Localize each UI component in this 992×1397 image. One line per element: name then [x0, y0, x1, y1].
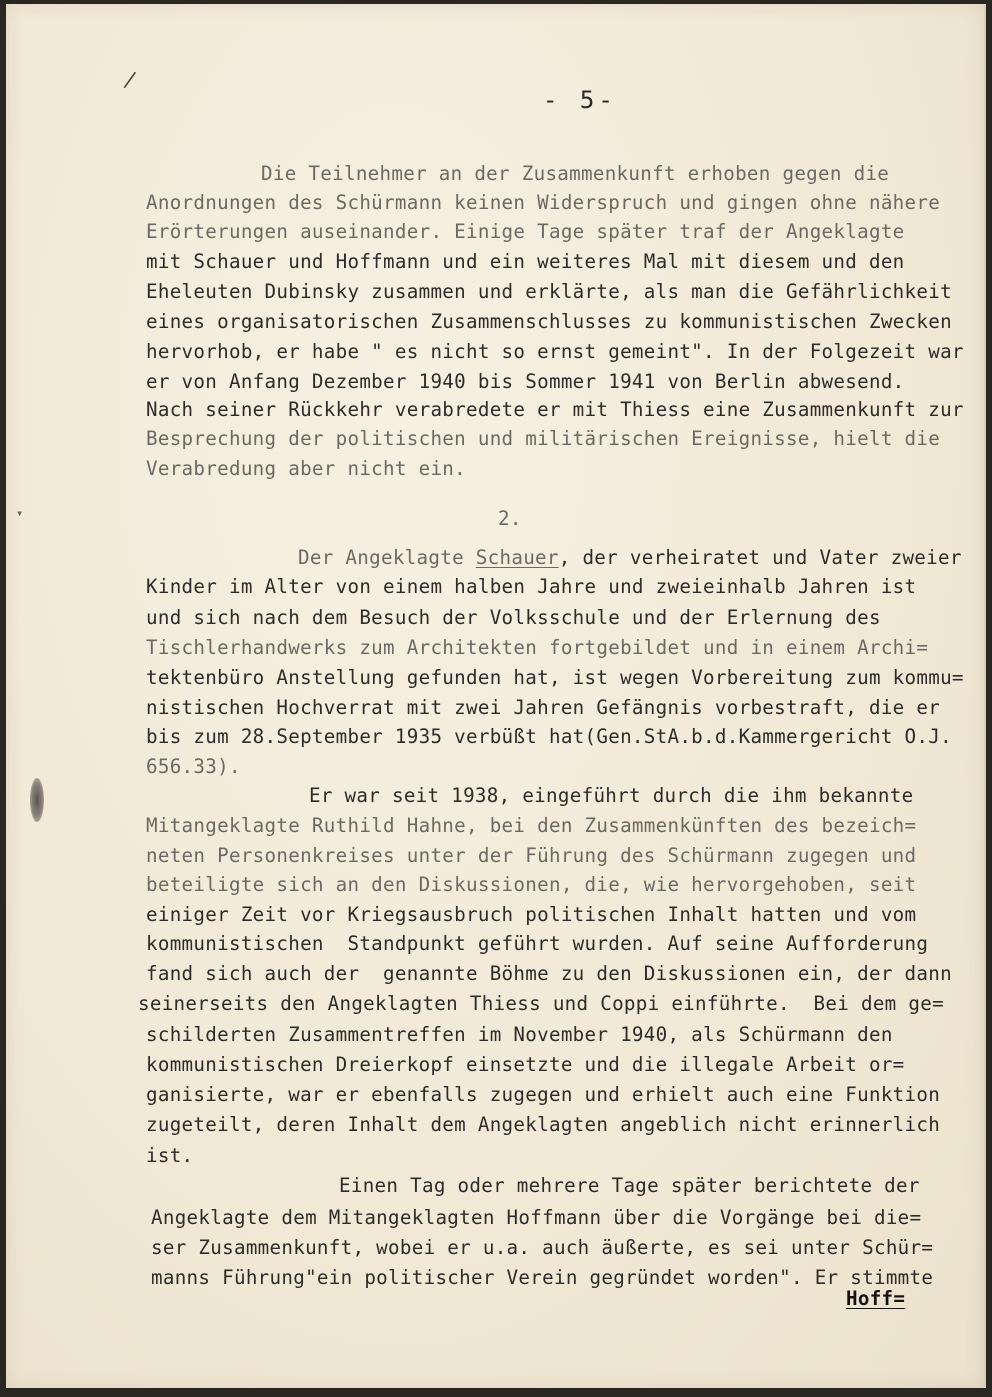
text-line: [138, 994, 944, 1013]
text-line: [146, 222, 905, 241]
line-text: 2.: [498, 507, 522, 530]
text-line: [261, 164, 889, 183]
text-line: [146, 312, 952, 331]
text-line: [146, 1025, 893, 1044]
text-line: [146, 638, 928, 657]
line-text: Einen Tag oder mehrere Tage später berichtete der: [339, 1174, 920, 1197]
line-text: zugeteilt, deren Inhalt dem Angeklagten angeblich nicht erinnerlich: [146, 1113, 941, 1136]
text-line: [146, 608, 881, 627]
line-text: Besprechung der politischen und militärischen Ereignisse, hielt die: [146, 427, 941, 450]
text-line: [146, 1115, 940, 1134]
line-text: Angeklagte dem Mitangeklagten Hoffmann über die Vorgänge bei die=: [151, 1206, 922, 1229]
line-text: schilderten Zusammentreffen im November 1940, als Schürmann den: [146, 1023, 893, 1046]
text-line: [151, 1268, 933, 1287]
line-text: 656.33).: [146, 755, 241, 778]
line-text: manns Führung"ein politischer Verein gegründet worden". Er stimmte: [151, 1266, 934, 1289]
line-text: Der Angeklagte: [298, 546, 476, 569]
text-line: [146, 905, 916, 924]
text-line: [146, 964, 952, 983]
line-text: fand sich auch der genannte Böhme zu den Diskussionen ein, der dann: [146, 962, 952, 985]
underlined-name: Schauer: [475, 546, 559, 569]
line-text: kommunistischen Dreierkopf einsetzte und die illegale Arbeit or=: [146, 1053, 905, 1076]
text-line: [146, 372, 905, 391]
catchword: [846, 1289, 905, 1308]
page-number: - 5-: [543, 86, 617, 114]
line-text: Er war seit 1938, eingeführt durch die ihm bekannte: [309, 784, 914, 807]
text-line: [498, 509, 522, 528]
edge-tick-mark: ▾: [16, 506, 24, 520]
line-text: nistischen Hochverrat mit zwei Jahren Gefängnis vorbestraft, die er: [146, 696, 941, 719]
line-text: kommunistischen Standpunkt geführt wurden. Auf seine Aufforderung: [146, 932, 929, 955]
line-text: er von Anfang Dezember 1940 bis Sommer 1941 von Berlin abwesend.: [146, 370, 905, 393]
text-line: [339, 1176, 920, 1195]
line-text: Tischlerhandwerks zum Architekten fortgebildet und in einem Archi=: [146, 636, 929, 659]
line-text: hervorhob, er habe " es nicht so ernst gemeint". In der Folgezeit war: [146, 340, 964, 363]
text-line: [146, 459, 466, 478]
line-text-continued: , der verheiratet und Vater zweier: [558, 546, 962, 569]
line-text: einiger Zeit vor Kriegsausbruch politischen Inhalt hatten und vom: [146, 903, 917, 926]
line-text: ist.: [146, 1144, 194, 1167]
text-line: [309, 786, 913, 805]
line-text: beteiligte sich an den Diskussionen, die, wie hervorgehoben, seit: [146, 873, 917, 896]
text-line: [146, 1146, 193, 1165]
line-text: tektenbüro Anstellung gefunden hat, ist wegen Vorbereitung zum kommu=: [146, 666, 964, 689]
line-text: Anordnungen des Schürmann keinen Widerspruch und gingen ohne nähere: [146, 191, 941, 214]
pencil-mark: /: [122, 67, 138, 94]
text-line: [146, 193, 940, 212]
line-text: Kinder im Alter von einem halben Jahre und zweieinhalb Jahren ist: [146, 575, 917, 598]
text-line: [146, 342, 964, 361]
document-page: [6, 4, 986, 1388]
line-text: mit Schauer und Hoffmann und ein weiteres Mal mit diesem und den: [146, 250, 905, 273]
text-line: [146, 577, 916, 596]
line-text: Erörterungen auseinander. Einige Tage später traf der Angeklagte: [146, 220, 905, 243]
punch-hole: [30, 778, 44, 822]
text-line: [146, 846, 916, 865]
text-line: [146, 429, 940, 448]
line-text: ser Zusammenkunft, wobei er u.a. auch äußerte, es sei unter Schür=: [151, 1236, 934, 1259]
line-text: seinerseits den Angeklagten Thiess und Coppi einführte. Bei dem ge=: [138, 992, 944, 1015]
text-line: [146, 400, 964, 419]
text-line: [146, 875, 916, 894]
line-text: bis zum 28.September 1935 verbüßt hat(Gen.StA.b.d.Kammergericht O.J.: [146, 725, 952, 748]
line-text: und sich nach dem Besuch der Volksschule und der Erlernung des: [146, 606, 881, 629]
text-line: [146, 727, 952, 746]
line-text: Mitangeklagte Ruthild Hahne, bei den Zusammenkünften des bezeich=: [146, 814, 917, 837]
line-text: Eheleuten Dubinsky zusammen und erklärte, als man die Gefährlichkeit: [146, 280, 952, 303]
line-text: eines organisatorischen Zusammenschlusses zu kommunistischen Zwecken: [146, 310, 952, 333]
line-text: ganisierte, war er ebenfalls zugegen und erhielt auch eine Funktion: [146, 1083, 941, 1106]
text-line: [298, 548, 962, 567]
line-text: Die Teilnehmer an der Zusammenkunft erhoben gegen die: [261, 162, 890, 185]
line-text: Hoff=: [846, 1287, 906, 1310]
text-line: [146, 934, 928, 953]
line-text: Verabredung aber nicht ein.: [146, 457, 466, 480]
text-line: [146, 757, 241, 776]
text-line: [146, 816, 916, 835]
text-line: [146, 282, 952, 301]
text-line: [146, 1055, 905, 1074]
text-line: [151, 1208, 921, 1227]
text-line: [151, 1238, 933, 1257]
line-text: neten Personenkreises unter der Führung des Schürmann zugegen und: [146, 844, 917, 867]
line-text: Nach seiner Rückkehr verabredete er mit Thiess eine Zusammenkunft zur: [146, 398, 964, 421]
text-line: [146, 252, 905, 271]
text-line: [146, 1085, 940, 1104]
text-line: [146, 698, 940, 717]
text-line: [146, 668, 964, 687]
